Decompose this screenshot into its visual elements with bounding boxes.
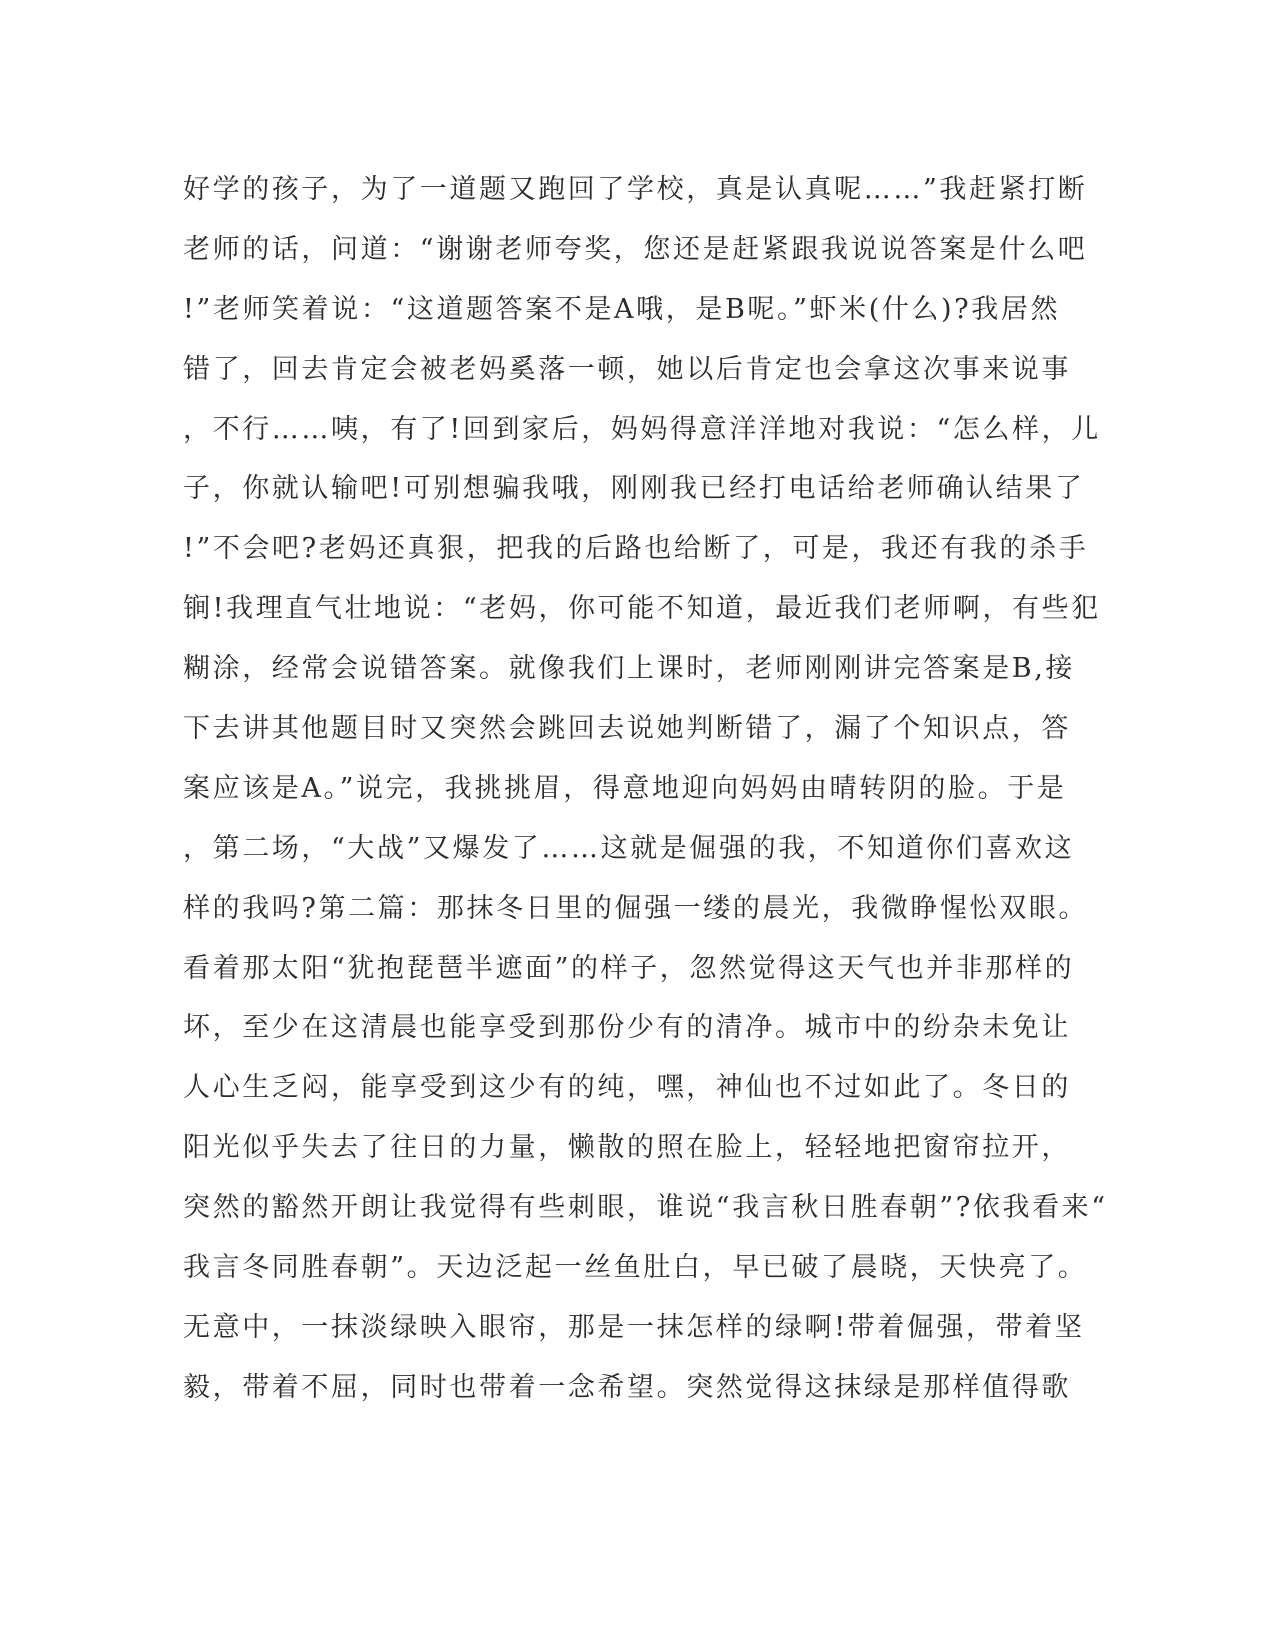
text-line: !”不会吧?老妈还真狠，把我的后路也给断了，可是，我还有我的杀手 (183, 533, 1089, 565)
text-line: ，不行……咦，有了!回到家后，妈妈得意洋洋地对我说：“怎么样，儿 (183, 413, 1101, 445)
body-text (183, 160, 1108, 1418)
text-line: 我言冬同胜春朝”。天边泛起一丝鱼肚白，早已破了晨晓，天快亮了。 (183, 1252, 1088, 1284)
text-line: 错了，回去肯定会被老妈奚落一顿，她以后肯定也会拿这次事来说事 (183, 353, 1071, 385)
text-line: 坏，至少在这清晨也能享受到那份少有的清净。城市中的纷杂未免让 (183, 1012, 1071, 1044)
text-line: ，第二场，“大战”又爆发了……这就是倔强的我，不知道你们喜欢这 (183, 832, 1075, 864)
text-line: 下去讲其他题目时又突然会跳回去说她判断错了，漏了个知识点，答 (183, 713, 1071, 745)
text-line: 案应该是A。”说完，我挑挑眉，得意地迎向妈妈由晴转阴的脸。于是 (183, 772, 1067, 804)
text-line: 好学的孩子，为了一道题又跑回了学校，真是认真呢……”我赶紧打断 (183, 174, 1088, 205)
text-line: 锏!我理直气壮地说：“老妈，你可能不知道，最近我们老师啊，有些犯 (183, 593, 1101, 625)
text-line: 突然的豁然开朗让我觉得有些刺眼，谁说“我言秋日胜春朝”?依我看来“ (183, 1192, 1108, 1224)
text-line: 阳光似乎失去了往日的力量，懒散的照在脸上，轻轻地把窗帘拉开， (183, 1132, 1071, 1164)
text-line: 人心生乏闷，能享受到这少有的纯，嘿，神仙也不过如此了。冬日的 (183, 1072, 1071, 1104)
text-line: 老师的话，问道：“谢谢老师夸奖，您还是赶紧跟我说说答案是什么吧 (183, 233, 1088, 265)
text-line: 糊涂，经常会说错答案。就像我们上课时，老师刚刚讲完答案是B,接 (183, 653, 1076, 685)
text-line: !”老师笑着说：“这道题答案不是A哦，是B呢。”虾米(什么)?我居然 (183, 293, 1061, 325)
text-line: 毅，带着不屈，同时也带着一念希望。突然觉得这抹绿是那样值得歌 (183, 1371, 1071, 1403)
text-line: 无意中，一抹淡绿映入眼帘，那是一抹怎样的绿啊!带着倔强，带着坚 (183, 1311, 1085, 1343)
text-line: 看着那太阳“犹抱琵琶半遮面”的样子，忽然觉得这天气也并非那样的 (183, 952, 1075, 984)
text-line: 子，你就认输吧!可别想骗我哦，刚刚我已经打电话给老师确认结果了 (183, 473, 1085, 505)
text-line: 样的我吗?第二篇：那抹冬日里的倔强一缕的晨光，我微睁惺忪双眼。 (183, 892, 1089, 924)
